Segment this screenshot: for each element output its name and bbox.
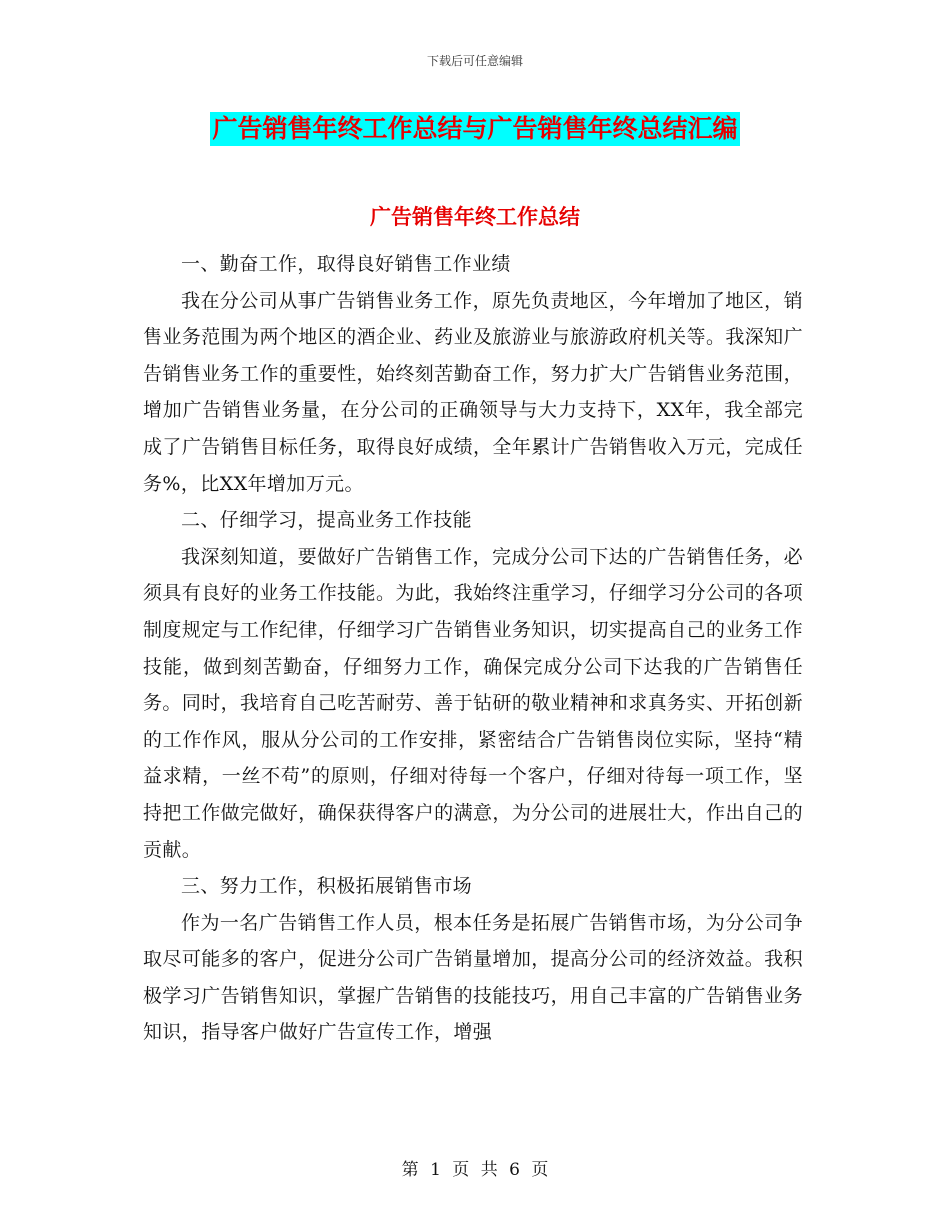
section-title: 广告销售年终工作总结	[370, 205, 580, 229]
paragraph-3: 作为一名广告销售工作人员，根本任务是拓展广告销售市场，为分公司争取尽可能多的客户，促进分公司广告销量增加，提高分公司的经济效益。我积极学习广告销售知识，掌握广告销售的技能技巧，用自己丰富的广告销售业务知识，指导客户做好广告宣传工作，增强	[143, 911, 803, 1044]
paragraph-2: 我深刻知道，要做好广告销售工作，完成分公司下达的广告销售任务，必须具有良好的业务工作技能。为此，我始终注重学习，仔细学习分公司的各项制度规定与工作纪律，仔细学习广告销售业务知识，切实提高自己的业务工作技能，做到刻苦勤奋，仔细努力工作，确保完成分公司下达我的广告销售任务。同时，我培育自己吃苦耐劳、善于钻研的敬业精神和求真务实、开拓创新的工作作风，服从分公司的工作安排，紧密结合广告销售岗位实际，坚持“精益求精，一丝不苟”的原则，仔细对待每一个客户，仔细对待每一项工作，坚持把工作做完做好，确保获得客户的满意，为分公司的进展壮大，作出自己的贡献。	[143, 545, 803, 861]
paragraph-1: 我在分公司从事广告销售业务工作，原先负责地区，今年增加了地区，销售业务范围为两个地区的酒企业、药业及旅游业与旅游政府机关等。我深知广告销售业务工作的重要性，始终刻苦勤奋工作，努力扩大广告销售业务范围，增加广告销售业务量，在分公司的正确领导与大力支持下，XX年，我全部完成了广告销售目标任务，取得良好成绩，全年累计广告销售收入万元，完成任务%，比XX年增加万元。	[143, 289, 803, 495]
heading-1: 一、勤奋工作，取得良好销售工作业绩	[181, 253, 511, 275]
body-text	[143, 246, 803, 1051]
heading-3: 三、努力工作，积极拓展销售市场	[181, 875, 473, 898]
header-note: 下载后可任意编辑	[426, 54, 523, 68]
main-title-text: 广告销售年终工作总结与广告销售年终总结汇编	[210, 112, 739, 146]
page-footer: 第 1 页 共 6 页	[401, 1160, 549, 1180]
main-title	[0, 112, 950, 146]
heading-2: 二、仔细学习，提高业务工作技能	[181, 509, 473, 532]
